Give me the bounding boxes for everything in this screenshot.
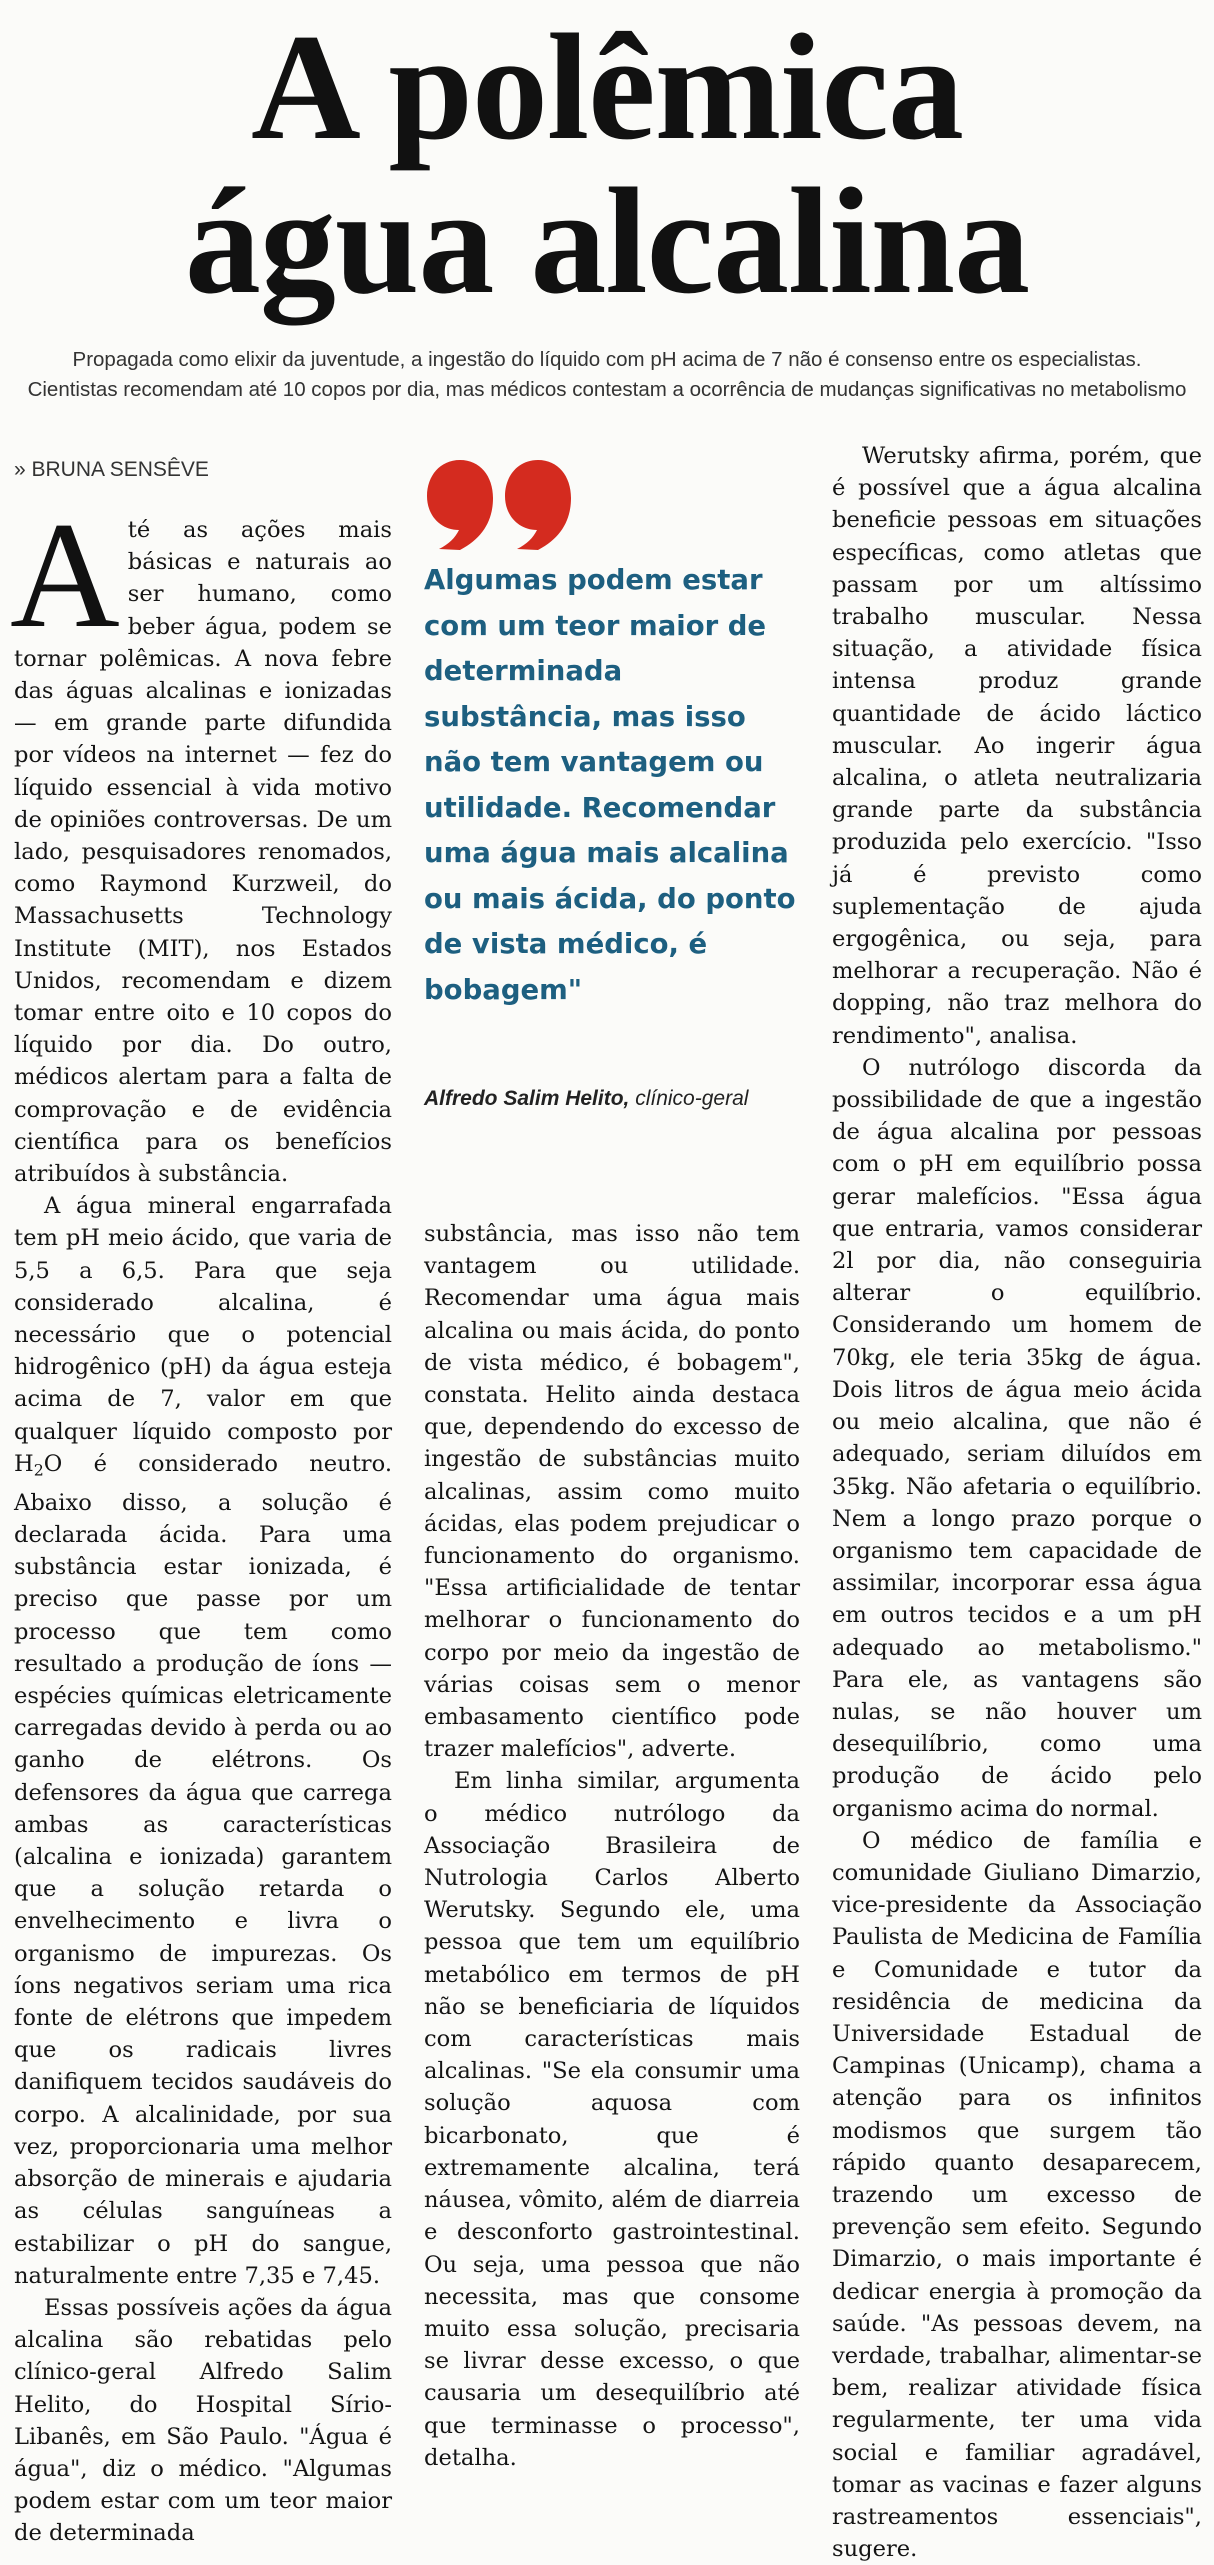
article-column-2 [424, 1218, 800, 2474]
article-paragraph: O médico de família e comunidade Giuliano Dimarzio, vice-presidente da Associação Paulista de Medicina de Família e Comunidade e tutor da residência de medicina da Universidade Estadual de Campinas (Unicamp), chama a atenção para os infinitos modismos que surgem tão rápido quanto desaparecem, trazendo um excesso de prevenção sem efeito. Segundo Dimarzio, o mais importante é dedicar energia à promoção da saúde. "As pessoas devem, na verdade, trabalhar, alimentar-se bem, realizar atividade física regularmente, ter uma vida social e familiar agradável, tomar as vacinas e fazer alguns rastreamentos essenciais", sugere. [832, 1827, 1202, 2563]
headline [0, 3, 1214, 325]
article-paragraph: Essas possíveis ações da água alcalina são rebatidas pelo clínico-geral Alfredo Salim Helito, do Hospital Sírio-Libanês, em São Paulo. "Água é água", diz o médico. "Algumas podem estar com um teor maior de determinada [14, 2294, 392, 2547]
paragraph-text: A água mineral engarrafada tem pH meio ácido, que varia de 5,5 a 6,5. Para que seja considerado alcalina, é necessário que o potencial hidrogênico (pH) da água esteja acima de 7, valor em que qualquer líquido composto por H [14, 1193, 392, 1477]
subheadline-line-2: Cientistas recomendam até 10 copos por dia, mas médicos contestam a ocorrência de mudanças significativas no metabolismo [27, 378, 1187, 401]
lead-paragraph-text: té as ações mais básicas e naturais ao ser humano, como beber água, podem se tornar polêmicas. A nova febre das águas alcalinas e ionizadas — em grande parte difundida por vídeos na internet — fez do líquido essencial à vida motivo de opiniões controversas. De um lado, pesquisadores renomados, como Raymond Kurzweil, do Massachusetts Technology Institute (MIT), nos Estados Unidos, recomendam e dizem tomar entre oito e 10 copos do líquido por dia. Do outro, médicos alertam para a falta de comprovação e de evidência científica para os benefícios atribuídos à substância. [14, 517, 392, 1188]
article-column-1 [10, 491, 392, 2550]
quote-mark-icon [425, 458, 575, 554]
paragraph-text: O é considerado neutro. Abaixo disso, a solução é declarada ácida. Para uma substância estar ionizada, é preciso que passe por um processo que tem como resultado a produção de íons — espécies químicas eletricamente carregadas devido à perda ou ao ganho de elétrons. Os defensores da água que carrega ambas as características (alcalina e ionizada) garantem que a solução retarda o envelhecimento e livra o organismo de impurezas. Os íons negativos seriam uma rica fonte de elétrons que impedem que os radicais livres danifiquem tecidos saudáveis do corpo. A alcalinidade, por sua vez, proporcionaria uma melhor absorção de minerais e ajudaria as células sanguíneas a estabilizar o pH do sangue, naturalmente entre 7,35 e 7,45. [14, 1450, 392, 2289]
pull-quote: Algumas podem estar com um teor maior de determinada substância, mas isso não tem vantagem ou utilidade. Recomendar uma água mais alcalina ou mais ácida, do ponto de vista médico, é bobagem" [424, 564, 796, 1006]
article-paragraph: Em linha similar, argumenta o médico nutrólogo da Associação Brasileira de Nutrologia Carlos Alberto Werutsky. Segundo ele, uma pessoa que tem um equilíbrio metabólico em termos de pH não se beneficiaria de líquidos com características mais alcalinas. "Se ela consumir uma solução aquosa com bicarbonato, que é extremamente alcalina, terá náusea, vômito, além de diarreia e desconforto gastrointestinal. Ou seja, uma pessoa que não necessita, mas que consome muito essa solução, precisaria se livrar desse excesso, o que causaria um desequilíbrio até que terminasse o processo", detalha. [424, 1768, 800, 2471]
pull-quote-attribution [424, 1087, 804, 1111]
byline: » BRUNA SENSÊVE [14, 458, 209, 481]
subheadline-line-1: Propagada como elixir da juventude, a ingestão do líquido com pH acima de 7 não é consenso entre os especialistas. [72, 348, 1142, 371]
headline-line-2: água alcalina [184, 157, 1030, 325]
article-paragraph: Werutsky afirma, porém, que é possível que a água alcalina beneficie pessoas em situações específicas, como atletas que passam por um altíssimo trabalho muscular. Nessa situação, a atividade física intensa produz grande quantidade de ácido láctico muscular. Ao ingerir água alcalina, o atleta neutralizaria grande parte da substância produzida pelo exercício. "Isso já é previsto como suplementação de ajuda ergogênica, ou seja, para melhorar a recuperação. Não é dopping, não traz melhora do rendimento", analisa. [832, 443, 1202, 1049]
article-paragraph [14, 1190, 392, 2292]
headline-line-1: A polêmica [251, 3, 963, 171]
article-paragraph: substância, mas isso não tem vantagem ou utilidade. Recomendar uma água mais alcalina ou mais ácida, do ponto de vista médico, é bobagem", constata. Helito ainda destaca que, dependendo do excesso de ingestão de substâncias muito alcalinas, assim como muito ácidas, elas podem prejudicar o funcionamento do organismo. "Essa artificialidade de tentar melhorar o funcionamento do corpo por meio da ingestão de várias coisas sem o menor embasamento científico pode trazer malefícios", adverte. [424, 1221, 800, 1763]
subscript: 2 [33, 1460, 44, 1480]
subheadline [0, 345, 1214, 405]
article-column-3 [832, 440, 1202, 2565]
attribution-role: clínico-geral [629, 1087, 749, 1110]
article-paragraph: O nutrólogo discorda da possibilidade de que a ingestão de água alcalina por pessoas com o pH em equilíbrio possa gerar malefícios. "Essa água que entraria, vamos considerar 2l por dia, não conseguiria alterar o equilíbrio. Considerando um homem de 70kg, ele teria 35kg de água. Dois litros de água meio ácida ou meio alcalina, que não é adequado, seriam diluídos em 35kg. Não afetaria o equilíbrio. Nem a longo prazo porque o organismo tem capacidade de assimilar, incorporar essa água em outros tecidos e a um pH adequado ao metabolismo." Para ele, as vantagens são nulas, se não houver um desequilíbrio, como uma produção de ácido pelo organismo acima do normal. [832, 1054, 1202, 1822]
drop-cap: A [10, 491, 120, 659]
lead-paragraph [10, 491, 392, 1190]
attribution-name: Alfredo Salim Helito, [424, 1087, 630, 1110]
